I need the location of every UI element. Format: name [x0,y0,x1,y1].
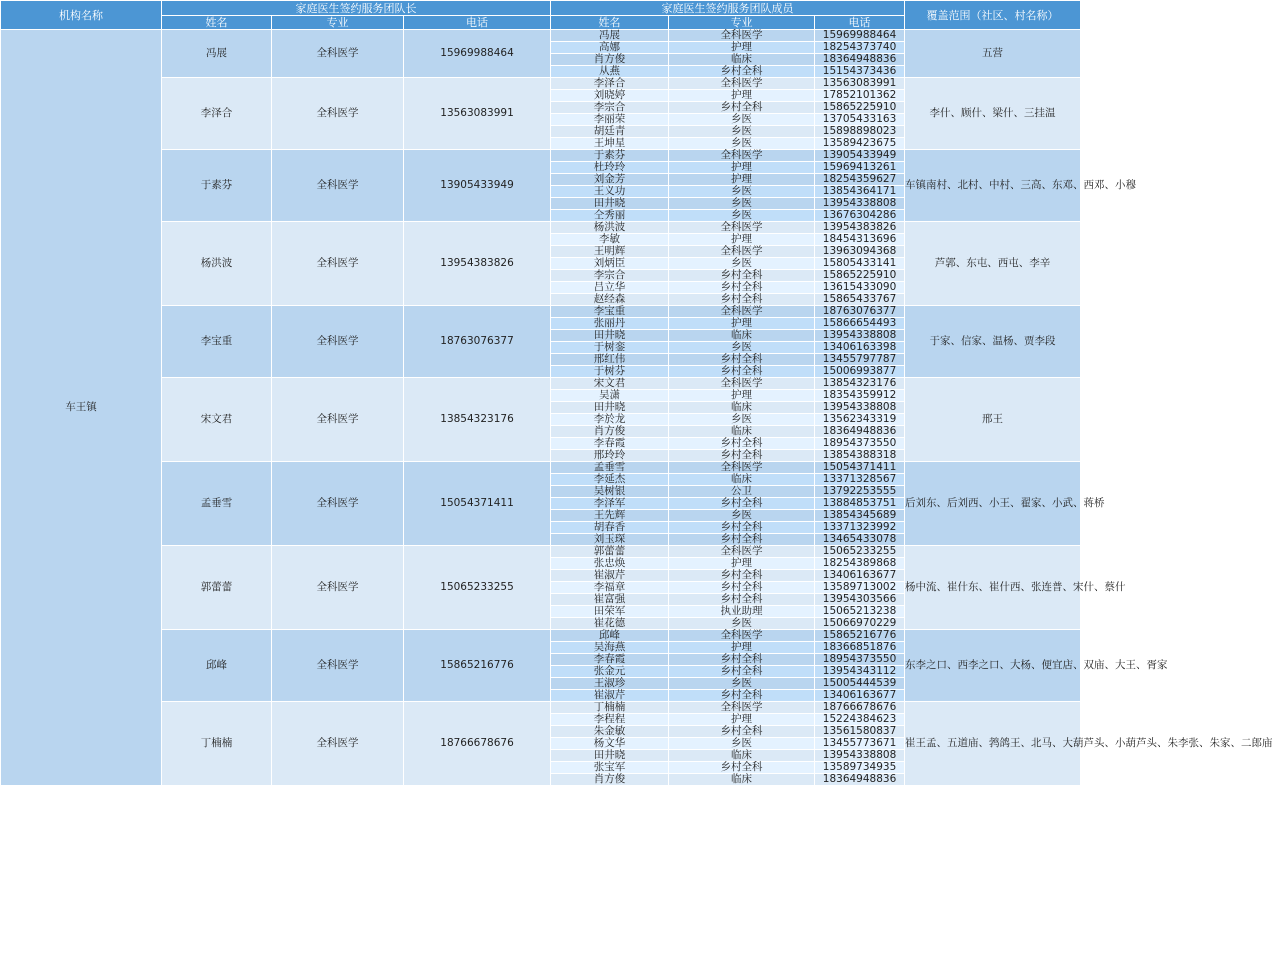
member-phone-cell: 15865225910 [815,270,905,282]
member-specialty-cell: 乡村全科 [669,450,815,462]
member-specialty-cell: 乡医 [669,210,815,222]
member-specialty-cell: 全科医学 [669,546,815,558]
member-specialty-cell: 乡村全科 [669,66,815,78]
member-specialty-cell: 乡村全科 [669,654,815,666]
member-name-cell: 张宝军 [551,762,669,774]
member-specialty-cell: 乡医 [669,738,815,750]
member-specialty-cell: 乡医 [669,618,815,630]
member-name-cell: 刘炳臣 [551,258,669,270]
member-name-cell: 李宗合 [551,270,669,282]
member-specialty-cell: 乡村全科 [669,438,815,450]
member-specialty-cell: 乡村全科 [669,522,815,534]
member-name-cell: 崔淑芹 [551,570,669,582]
member-phone-cell: 13854364171 [815,186,905,198]
member-name-cell: 于树芬 [551,366,669,378]
member-name-cell: 吕立华 [551,282,669,294]
member-specialty-cell: 临床 [669,54,815,66]
leader-name-cell: 于素芬 [162,150,272,222]
table-row [1,30,1081,42]
member-phone-cell: 15866654493 [815,318,905,330]
header-member-phone: 电话 [815,16,905,30]
header-leader-name: 姓名 [162,16,272,30]
member-specialty-cell: 执业助理 [669,606,815,618]
member-phone-cell: 15969413261 [815,162,905,174]
member-name-cell: 崔淑芹 [551,690,669,702]
member-specialty-cell: 全科医学 [669,378,815,390]
member-phone-cell: 13963094368 [815,246,905,258]
member-phone-cell: 15066970229 [815,618,905,630]
member-name-cell: 孟垂雪 [551,462,669,474]
member-phone-cell: 15969988464 [815,30,905,42]
coverage-cell: 邢王 [905,378,1081,462]
member-name-cell: 肖方俊 [551,774,669,786]
member-specialty-cell: 护理 [669,714,815,726]
member-specialty-cell: 乡村全科 [669,534,815,546]
member-specialty-cell: 临床 [669,330,815,342]
coverage-cell: 李什、顾什、梁什、三挂温 [905,78,1081,150]
member-specialty-cell: 临床 [669,426,815,438]
member-phone-cell: 13954338808 [815,198,905,210]
leader-name-cell: 李宝重 [162,306,272,378]
member-name-cell: 田井晓 [551,402,669,414]
member-phone-cell: 13406163677 [815,690,905,702]
member-specialty-cell: 护理 [669,90,815,102]
member-phone-cell: 13854345689 [815,510,905,522]
member-specialty-cell: 护理 [669,558,815,570]
member-name-cell: 胡廷青 [551,126,669,138]
member-name-cell: 李春霞 [551,438,669,450]
member-specialty-cell: 乡村全科 [669,666,815,678]
member-specialty-cell: 乡村全科 [669,582,815,594]
leader-specialty-cell: 全科医学 [272,306,404,378]
leader-phone-cell: 13905433949 [404,150,551,222]
member-name-cell: 王明辉 [551,246,669,258]
member-name-cell: 胡春香 [551,522,669,534]
header-member-name: 姓名 [551,16,669,30]
header-leader-specialty: 专业 [272,16,404,30]
member-name-cell: 王坤星 [551,138,669,150]
member-phone-cell: 13954383826 [815,222,905,234]
header-row-groups [1,1,1081,16]
member-specialty-cell: 乡村全科 [669,282,815,294]
member-specialty-cell: 全科医学 [669,30,815,42]
leader-name-cell: 冯展 [162,30,272,78]
leader-phone-cell: 18763076377 [404,306,551,378]
member-phone-cell: 13465433078 [815,534,905,546]
coverage-cell: 芦郭、东屯、西屯、李辛 [905,222,1081,306]
org-name-cell: 车王镇 [1,30,162,786]
member-phone-cell: 13954343112 [815,666,905,678]
leader-phone-cell: 13954383826 [404,222,551,306]
member-phone-cell: 13884853751 [815,498,905,510]
leader-name-cell: 丁楠楠 [162,702,272,786]
member-name-cell: 刘晓婷 [551,90,669,102]
table-row [1,462,1081,474]
member-name-cell: 刘金芳 [551,174,669,186]
member-specialty-cell: 全科医学 [669,306,815,318]
leader-name-cell: 邱峰 [162,630,272,702]
member-specialty-cell: 乡村全科 [669,102,815,114]
leader-phone-cell: 18766678676 [404,702,551,786]
table-row [1,222,1081,234]
member-specialty-cell: 临床 [669,402,815,414]
member-specialty-cell: 护理 [669,318,815,330]
member-phone-cell: 18354359912 [815,390,905,402]
member-phone-cell: 15006993877 [815,366,905,378]
member-name-cell: 李泽军 [551,498,669,510]
member-specialty-cell: 乡医 [669,114,815,126]
member-specialty-cell: 护理 [669,162,815,174]
header-coverage: 覆盖范围（社区、村名称） [905,1,1081,30]
member-phone-cell: 13954303566 [815,594,905,606]
table-row [1,546,1081,558]
member-phone-cell: 13406163677 [815,570,905,582]
member-specialty-cell: 乡村全科 [669,354,815,366]
leader-specialty-cell: 全科医学 [272,30,404,78]
member-phone-cell: 13676304286 [815,210,905,222]
member-phone-cell: 13954338808 [815,330,905,342]
member-phone-cell: 18954373550 [815,438,905,450]
member-name-cell: 刘玉琛 [551,534,669,546]
member-phone-cell: 18254359627 [815,174,905,186]
member-name-cell: 李宝重 [551,306,669,318]
member-name-cell: 李敏 [551,234,669,246]
member-name-cell: 李宗合 [551,102,669,114]
header-member-specialty: 专业 [669,16,815,30]
table-row [1,702,1081,714]
member-phone-cell: 15898898023 [815,126,905,138]
member-phone-cell: 13954338808 [815,750,905,762]
member-specialty-cell: 全科医学 [669,78,815,90]
member-specialty-cell: 乡医 [669,510,815,522]
member-specialty-cell: 全科医学 [669,462,815,474]
table-row [1,378,1081,390]
coverage-cell: 五营 [905,30,1081,78]
member-name-cell: 吴海燕 [551,642,669,654]
member-phone-cell: 13589734935 [815,762,905,774]
leader-specialty-cell: 全科医学 [272,222,404,306]
leader-name-cell: 宋文君 [162,378,272,462]
member-specialty-cell: 乡医 [669,342,815,354]
member-name-cell: 赵经森 [551,294,669,306]
member-phone-cell: 13455773671 [815,738,905,750]
member-name-cell: 于素芬 [551,150,669,162]
member-name-cell: 吴潇 [551,390,669,402]
member-specialty-cell: 全科医学 [669,150,815,162]
member-phone-cell: 15865433767 [815,294,905,306]
member-specialty-cell: 公卫 [669,486,815,498]
member-specialty-cell: 乡医 [669,198,815,210]
member-specialty-cell: 临床 [669,774,815,786]
table-row [1,630,1081,642]
leader-specialty-cell: 全科医学 [272,378,404,462]
member-phone-cell: 13954338808 [815,402,905,414]
coverage-cell: 车镇南村、北村、中村、三高、东邓、西邓、小穆 [905,150,1081,222]
member-specialty-cell: 护理 [669,642,815,654]
member-phone-cell: 18366851876 [815,642,905,654]
member-name-cell: 肖方俊 [551,426,669,438]
member-name-cell: 冯展 [551,30,669,42]
coverage-cell: 东李之口、西李之口、大杨、便宜店、双庙、大王、胥家 [905,630,1081,702]
member-name-cell: 田井晓 [551,330,669,342]
member-phone-cell: 13371328567 [815,474,905,486]
member-phone-cell: 18254389868 [815,558,905,570]
member-phone-cell: 18364948836 [815,774,905,786]
member-phone-cell: 15865225910 [815,102,905,114]
member-specialty-cell: 护理 [669,234,815,246]
member-name-cell: 李程程 [551,714,669,726]
member-phone-cell: 13562343319 [815,414,905,426]
member-specialty-cell: 乡村全科 [669,366,815,378]
member-name-cell: 杨文华 [551,738,669,750]
member-specialty-cell: 乡村全科 [669,690,815,702]
member-specialty-cell: 全科医学 [669,702,815,714]
member-name-cell: 丁楠楠 [551,702,669,714]
member-phone-cell: 13705433163 [815,114,905,126]
member-phone-cell: 13561580837 [815,726,905,738]
member-phone-cell: 13615433090 [815,282,905,294]
member-phone-cell: 15865216776 [815,630,905,642]
member-name-cell: 田井晓 [551,750,669,762]
member-phone-cell: 18763076377 [815,306,905,318]
member-name-cell: 张忠焕 [551,558,669,570]
member-name-cell: 邢玲玲 [551,450,669,462]
member-name-cell: 于树銮 [551,342,669,354]
member-phone-cell: 15065233255 [815,546,905,558]
leader-phone-cell: 15865216776 [404,630,551,702]
member-name-cell: 仝秀丽 [551,210,669,222]
leader-specialty-cell: 全科医学 [272,546,404,630]
member-name-cell: 高娜 [551,42,669,54]
header-leader-group: 家庭医生签约服务团队长 [162,1,551,16]
leader-phone-cell: 15054371411 [404,462,551,546]
member-phone-cell: 13854323176 [815,378,905,390]
coverage-cell: 后刘东、后刘西、小王、翟家、小武、蒋桥 [905,462,1081,546]
member-specialty-cell: 乡医 [669,138,815,150]
member-specialty-cell: 乡医 [669,126,815,138]
member-phone-cell: 13589423675 [815,138,905,150]
leader-specialty-cell: 全科医学 [272,630,404,702]
member-name-cell: 王淑珍 [551,678,669,690]
leader-specialty-cell: 全科医学 [272,462,404,546]
member-phone-cell: 15054371411 [815,462,905,474]
member-phone-cell: 18364948836 [815,426,905,438]
member-name-cell: 邢红伟 [551,354,669,366]
header-org: 机构名称 [1,1,162,30]
member-specialty-cell: 乡医 [669,678,815,690]
member-phone-cell: 15154373436 [815,66,905,78]
member-name-cell: 杨洪波 [551,222,669,234]
leader-phone-cell: 13854323176 [404,378,551,462]
member-phone-cell: 18766678676 [815,702,905,714]
member-name-cell: 李延杰 [551,474,669,486]
coverage-cell: 杨中流、崔什东、崔什西、张连普、宋什、蔡什 [905,546,1081,630]
member-phone-cell: 18254373740 [815,42,905,54]
member-phone-cell: 15805433141 [815,258,905,270]
member-name-cell: 邱峰 [551,630,669,642]
leader-specialty-cell: 全科医学 [272,702,404,786]
leader-specialty-cell: 全科医学 [272,150,404,222]
member-name-cell: 杜玲玲 [551,162,669,174]
member-specialty-cell: 乡村全科 [669,294,815,306]
member-name-cell: 从燕 [551,66,669,78]
header-leader-phone: 电话 [404,16,551,30]
member-specialty-cell: 乡村全科 [669,726,815,738]
member-specialty-cell: 乡医 [669,258,815,270]
member-specialty-cell: 护理 [669,390,815,402]
member-name-cell: 张丽丹 [551,318,669,330]
leader-phone-cell: 15065233255 [404,546,551,630]
member-name-cell: 李於龙 [551,414,669,426]
member-phone-cell: 15224384623 [815,714,905,726]
member-specialty-cell: 乡村全科 [669,498,815,510]
leader-phone-cell: 15969988464 [404,30,551,78]
member-phone-cell: 15005444539 [815,678,905,690]
member-phone-cell: 18454313696 [815,234,905,246]
roster-body [1,29,1273,786]
header-member-group: 家庭医生签约服务团队成员 [551,1,905,16]
member-phone-cell: 13792253555 [815,486,905,498]
member-name-cell: 李丽荣 [551,114,669,126]
member-specialty-cell: 护理 [669,42,815,54]
member-phone-cell: 13589713002 [815,582,905,594]
member-name-cell: 田荣军 [551,606,669,618]
member-specialty-cell: 乡村全科 [669,762,815,774]
table-row [1,150,1081,162]
member-phone-cell: 13406163398 [815,342,905,354]
leader-name-cell: 杨洪波 [162,222,272,306]
member-name-cell: 田井晓 [551,198,669,210]
member-specialty-cell: 乡村全科 [669,594,815,606]
member-specialty-cell: 乡医 [669,186,815,198]
member-specialty-cell: 全科医学 [669,222,815,234]
table-row [1,78,1081,90]
leader-name-cell: 孟垂雪 [162,462,272,546]
member-name-cell: 崔富强 [551,594,669,606]
leader-specialty-cell: 全科医学 [272,78,404,150]
member-name-cell: 崔花德 [551,618,669,630]
member-specialty-cell: 临床 [669,750,815,762]
member-name-cell: 郭蕾蕾 [551,546,669,558]
member-specialty-cell: 乡村全科 [669,270,815,282]
member-specialty-cell: 乡医 [669,414,815,426]
member-name-cell: 肖方俊 [551,54,669,66]
member-name-cell: 王义功 [551,186,669,198]
coverage-cell: 崔王孟、五道庙、鹁鸽王、北马、大葫芦头、小葫芦头、朱李张、朱家、二郎庙 [905,702,1081,786]
member-phone-cell: 17852101362 [815,90,905,102]
table-row [1,306,1081,318]
member-specialty-cell: 临床 [669,474,815,486]
member-name-cell: 宋文君 [551,378,669,390]
member-name-cell: 王先辉 [551,510,669,522]
member-name-cell: 朱金敏 [551,726,669,738]
member-specialty-cell: 全科医学 [669,246,815,258]
member-name-cell: 吴树银 [551,486,669,498]
coverage-cell: 于家、信家、温杨、贾李段 [905,306,1081,378]
member-specialty-cell: 护理 [669,174,815,186]
member-phone-cell: 18954373550 [815,654,905,666]
leader-name-cell: 郭蕾蕾 [162,546,272,630]
member-name-cell: 张金元 [551,666,669,678]
member-phone-cell: 13455797787 [815,354,905,366]
leader-name-cell: 李泽合 [162,78,272,150]
member-phone-cell: 18364948836 [815,54,905,66]
member-phone-cell: 13854388318 [815,450,905,462]
leader-phone-cell: 13563083991 [404,78,551,150]
member-phone-cell: 13371323992 [815,522,905,534]
member-specialty-cell: 乡村全科 [669,570,815,582]
member-name-cell: 李春霞 [551,654,669,666]
member-specialty-cell: 全科医学 [669,630,815,642]
member-name-cell: 李泽合 [551,78,669,90]
member-name-cell: 李福章 [551,582,669,594]
member-phone-cell: 13905433949 [815,150,905,162]
member-phone-cell: 13563083991 [815,78,905,90]
member-phone-cell: 15065213238 [815,606,905,618]
